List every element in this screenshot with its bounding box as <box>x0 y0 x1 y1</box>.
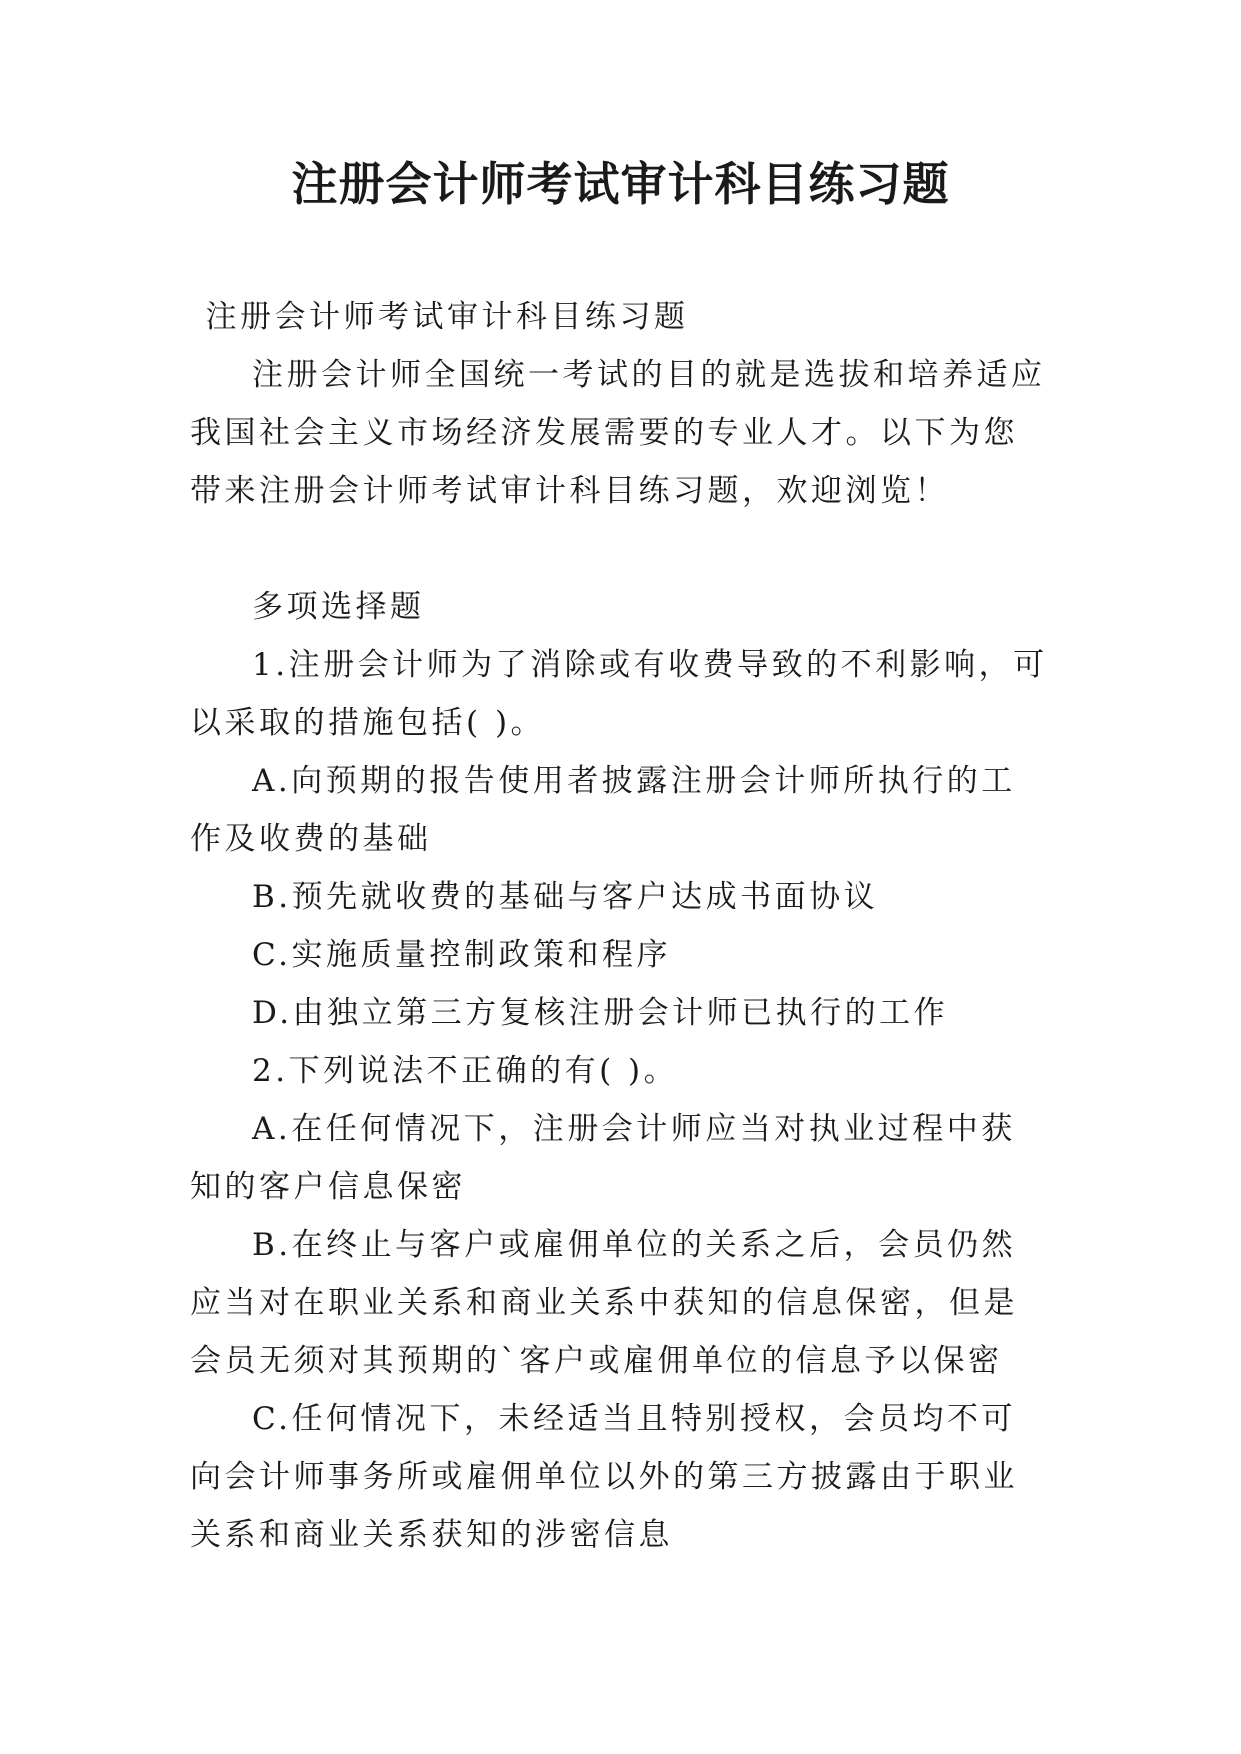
document-subtitle: 注册会计师考试审计科目练习题 <box>205 299 689 335</box>
paragraph-spacer <box>190 520 1050 578</box>
question-2-option-c: C.任何情况下，未经适当且特别授权，会员均不可向会计师事务所或雇佣单位以外的第三方披露由于职业关系和商业关系获知的涉密信息 <box>190 1401 1018 1553</box>
question-1-option-d: D.由独立第三方复核注册会计师已执行的工作 <box>252 995 949 1031</box>
document-body <box>190 288 1050 1564</box>
document-title: 注册会计师考试审计科目练习题 <box>291 157 950 211</box>
question-2-option-a: A.在任何情况下，注册会计师应当对执业过程中获知的客户信息保密 <box>190 1111 1016 1205</box>
question-1-option-a: A.向预期的报告使用者披露注册会计师所执行的工作及收费的基础 <box>190 763 1016 857</box>
section-heading: 多项选择题 <box>252 589 425 625</box>
intro-paragraph: 注册会计师全国统一考试的目的就是选拔和培养适应我国社会主义市场经济发展需要的专业人才。以下为您带来注册会计师考试审计科目练习题，欢迎浏览！ <box>190 357 1046 509</box>
question-1-option-b: B.预先就收费的基础与客户达成书面协议 <box>252 879 879 915</box>
question-1: 1.注册会计师为了消除或有收费导致的不利影响，可以采取的措施包括( )。 <box>190 647 1048 741</box>
question-1-option-c: C.实施质量控制政策和程序 <box>252 937 671 973</box>
question-2-option-b: B.在终止与客户或雇佣单位的关系之后，会员仍然应当对在职业关系和商业关系中获知的信息保密，但是会员无须对其预期的`客户或雇佣单位的信息予以保密 <box>190 1227 1018 1379</box>
question-2: 2.下列说法不正确的有( )。 <box>252 1053 679 1089</box>
